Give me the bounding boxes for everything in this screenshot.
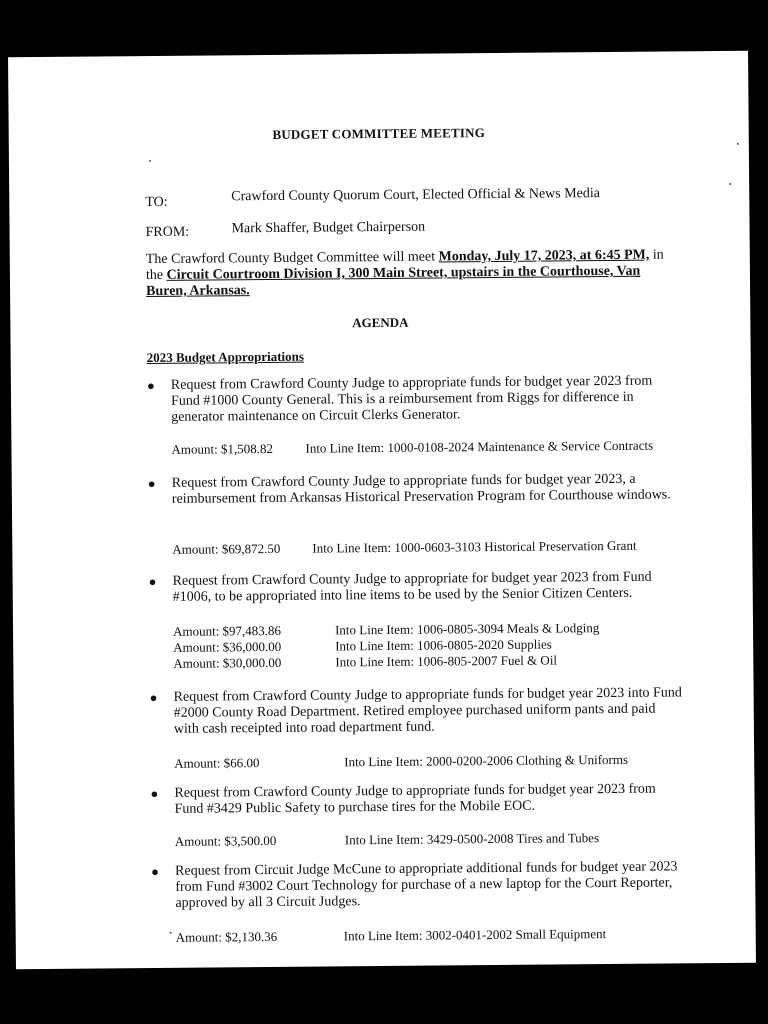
notice-mid: in the [145, 247, 664, 284]
from-value: Mark Shaffer, Budget Chairperson [231, 219, 426, 237]
agenda-item [150, 781, 690, 849]
bullet-icon: ● [151, 863, 160, 880]
line-item: Into Line Item: 1006-0805-2020 Supplies [335, 636, 552, 654]
document-title: BUDGET COMMITTEE MEETING [272, 125, 486, 142]
agenda-item [149, 685, 690, 771]
notice-lead: The Crawford County Budget Committee will meet [145, 249, 436, 268]
line-item: Into Line Item: 3429-0500-2008 Tires and Tubes [344, 830, 600, 848]
request-text: Request from Crawford County Judge to appropriate for budget year 2023 from Fund #1006, to be appropriated into line items to be used by the Senior Citizen Centers. [172, 569, 652, 605]
agenda-item [147, 471, 688, 557]
request-text: Request from Circuit Judge McCune to appropriate additional funds for budget year 2023 from Fund #3002 Court Technology for purchase of a new laptop for the Court Reporter, approved by all 3 Circuit Judges. [175, 859, 678, 911]
bullet-icon: ● [146, 377, 155, 394]
scan-speck [170, 932, 172, 934]
request-text: Request from Crawford County Judge to appropriate funds for budget year 2023, a reimbursement from Arkansas Historical Preservation Program for Courthouse windows. [171, 471, 671, 507]
line-item: Into Line Item: 1000-0603-3103 Historical Preservation Grant [312, 537, 637, 556]
document-page [8, 51, 756, 969]
amount: Amount: $69,872.50 [172, 540, 281, 557]
amount: Amount: $36,000.00 [173, 638, 282, 655]
section-heading: 2023 Budget Appropriations [146, 348, 304, 366]
line-item: Into Line Item: 3002-0401-2002 Small Equipment [343, 926, 607, 944]
bullet-icon: ● [150, 785, 159, 802]
agenda-item [148, 569, 689, 671]
amount: Amount: $3,500.00 [174, 832, 277, 849]
line-item: Into Line Item: 1000-0108-2024 Maintenance & Service Contracts [305, 437, 654, 456]
from-label: FROM: [145, 224, 190, 241]
line-item: Into Line Item: 1006-0805-3094 Meals & Lodging [334, 620, 600, 638]
bullet-icon: ● [147, 475, 156, 492]
amount: Amount: $66.00 [174, 755, 260, 771]
scan-speck [729, 183, 731, 185]
request-text: Request from Crawford County Judge to appropriate funds for budget year 2023 into Fund #2000 County Road Department. Retired employee purchased uniform pants and paid with cash receipted into road department fund. [173, 685, 682, 737]
amount: Amount: $97,483.86 [172, 622, 282, 639]
meeting-location: Circuit Courtroom Division I, 300 Main Street, upstairs in the Courthouse, Van Buren, Arkansas. [146, 263, 641, 300]
line-item: Into Line Item: 1006-805-2007 Fuel & Oil [335, 652, 558, 670]
to-value: Crawford County Quorum Court, Elected Official & News Media [231, 186, 601, 205]
meeting-datetime: Monday, July 17, 2023, at 6:45 PM, [438, 247, 650, 265]
amount: Amount: $30,000.00 [173, 654, 282, 671]
bullet-icon: ● [149, 689, 158, 706]
scan-speck [737, 143, 739, 145]
meeting-notice [146, 248, 666, 301]
scan-speck [149, 160, 151, 162]
amount: Amount: $1,508.82 [171, 440, 274, 457]
line-item: Into Line Item: 2000-0200-2006 Clothing & Uniforms [344, 751, 629, 770]
agenda-item [151, 859, 691, 945]
agenda-item [146, 373, 687, 457]
agenda-heading: AGENDA [352, 314, 409, 331]
amount: Amount: $2,130.36 [175, 928, 278, 945]
request-text: Request from Crawford County Judge to appropriate funds for budget year 2023 from Fund #1000 County General. This is a reimbursement from Riggs for difference in generator maintenance on Circuit Clerks Generator. [170, 373, 653, 425]
bullet-icon: ● [148, 573, 157, 590]
to-label: TO: [145, 194, 168, 211]
request-text: Request from Crawford County Judge to appropriate funds for budget year 2023 from Fund #3429 Public Safety to purchase tires for the Mobile EOC. [174, 781, 656, 817]
